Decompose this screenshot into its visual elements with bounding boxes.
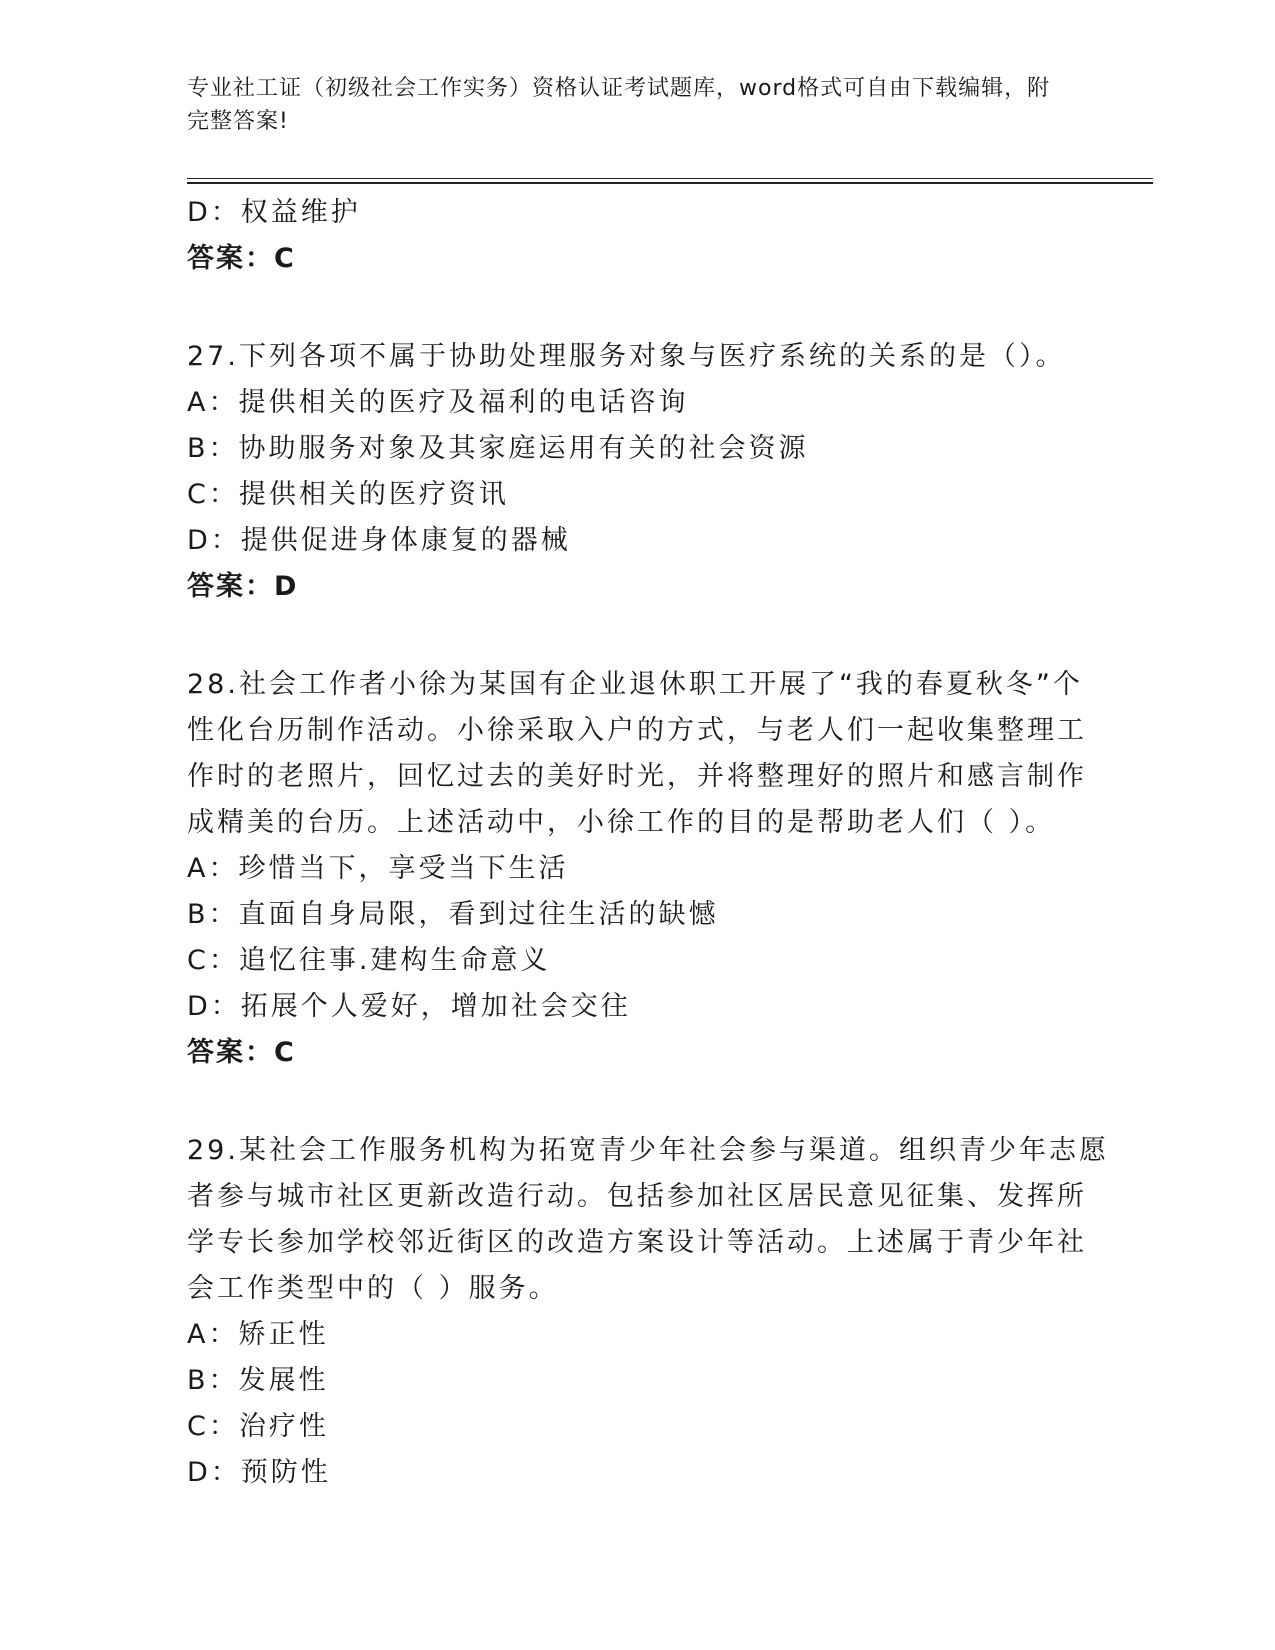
question-29 xyxy=(187,1128,1109,1496)
question-spacer xyxy=(187,610,1087,662)
option-b: B：协助服务对象及其家庭运用有关的社会资源 xyxy=(187,433,809,464)
question-27 xyxy=(187,334,1087,610)
option-b: B：直面自身局限，看到过往生活的缺憾 xyxy=(187,899,719,930)
answer-line: 答案：C xyxy=(187,1037,296,1068)
option-d: D：权益维护 xyxy=(187,197,361,228)
option-c: C：提供相关的医疗资讯 xyxy=(187,479,509,510)
answer-line: 答案：C xyxy=(187,243,296,274)
question-spacer xyxy=(187,1076,1087,1128)
option-d: D：预防性 xyxy=(187,1457,331,1488)
answer-line: 答案：D xyxy=(187,571,299,602)
page-header: 专业社工证（初级社会工作实务）资格认证考试题库，word格式可自由下载编辑，附完整答案! xyxy=(187,76,1051,134)
option-a: A：珍惜当下，享受当下生活 xyxy=(187,853,569,884)
question-list xyxy=(187,190,1109,1496)
question-stem-line: 学专长参加学校邻近街区的改造方案设计等活动。上述属于青少年社 xyxy=(187,1227,1087,1258)
question-stem-line: 29.某社会工作服务机构为拓宽青少年社会参与渠道。组织青少年志愿 xyxy=(187,1135,1109,1166)
question-stem-line: 者参与城市社区更新改造行动。包括参加社区居民意见征集、发挥所 xyxy=(187,1181,1087,1212)
question-26-tail xyxy=(187,190,1087,282)
option-d: D：拓展个人爱好，增加社会交往 xyxy=(187,991,631,1022)
option-c: C：追忆往事.建构生命意义 xyxy=(187,945,551,976)
question-stem-line: 会工作类型中的（ ）服务。 xyxy=(187,1273,559,1304)
question-stem-line: 28.社会工作者小徐为某国有企业退休职工开展了“我的春夏秋冬”个 xyxy=(187,669,1083,700)
option-a: A：提供相关的医疗及福利的电话咨询 xyxy=(187,387,689,418)
option-d: D：提供促进身体康复的器械 xyxy=(187,525,571,556)
option-c: C：治疗性 xyxy=(187,1411,329,1442)
question-stem-line: 性化台历制作活动。小徐采取入户的方式，与老人们一起收集整理工 xyxy=(187,715,1087,746)
question-stem-line: 成精美的台历。上述活动中，小徐工作的目的是帮助老人们（ ）。 xyxy=(187,807,1056,838)
question-stem-line: 作时的老照片，回忆过去的美好时光，并将整理好的照片和感言制作 xyxy=(187,761,1087,792)
question-28 xyxy=(187,662,1087,1076)
option-a: A：矫正性 xyxy=(187,1319,329,1350)
option-b: B：发展性 xyxy=(187,1365,329,1396)
question-stem: 27.下列各项不属于协助处理服务对象与医疗系统的关系的是（）。 xyxy=(187,341,1066,372)
header-divider-thin xyxy=(187,178,1153,179)
header-divider-thick xyxy=(187,182,1153,184)
question-spacer xyxy=(187,282,1087,334)
